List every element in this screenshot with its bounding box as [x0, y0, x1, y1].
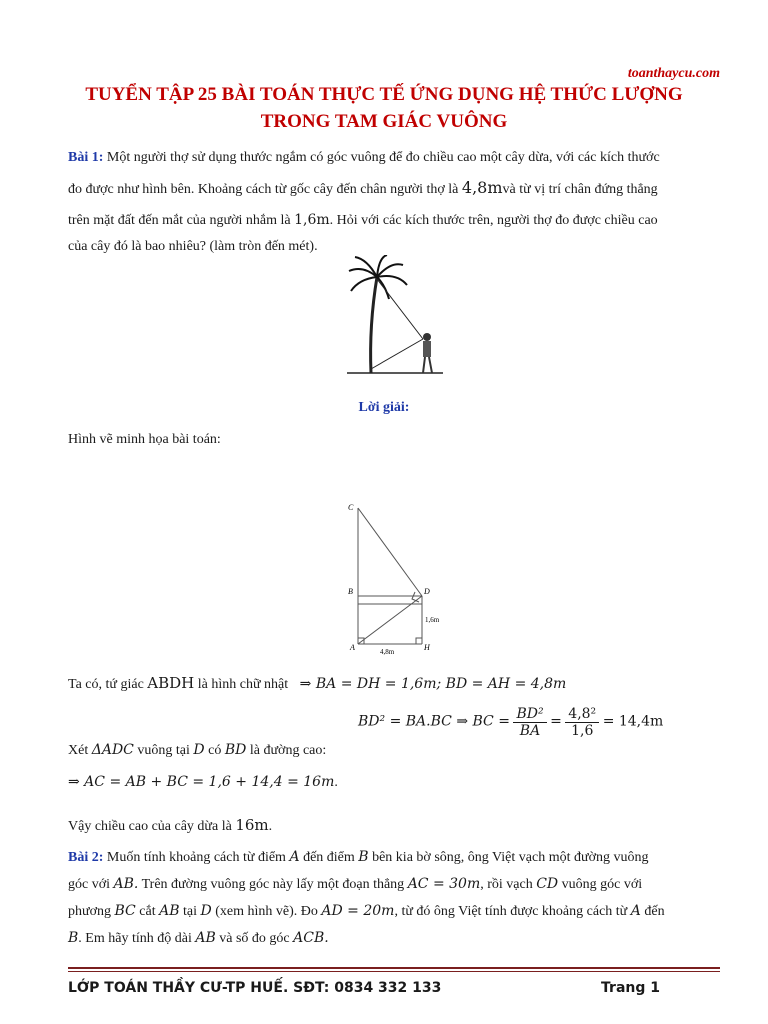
bai2-l1a: Muốn tính khoảng cách từ điểm: [106, 850, 286, 865]
step2-triangle: ΔADC: [91, 742, 134, 758]
step2-segment-bd: BD: [224, 742, 247, 758]
bai2-l2d: vuông góc với: [561, 877, 643, 892]
bai2-l3e: , từ đó ông Việt tính được khoảng cách từ: [394, 904, 628, 919]
bai2-l3f: đến: [644, 904, 665, 919]
conclusion-end: .: [268, 819, 273, 834]
document-title-line1: TUYỂN TẬP 25 BÀI TOÁN THỰC TẾ ỨNG DỤNG HỆ THỨC LƯỢNG: [85, 84, 683, 105]
label-dh-length: 1,6m: [425, 616, 440, 624]
fraction-num-1: BD²: [513, 706, 546, 723]
footer-contact: LỚP TOÁN THẦY CƯ-TP HUẾ. SĐT: 0834 332 133: [68, 980, 442, 996]
step1-text-a: Ta có, tứ giác: [68, 677, 144, 692]
conclusion-value: 16m: [235, 816, 269, 834]
bai1-line3a: trên mặt đất đến mắt của người nhắm là: [68, 213, 291, 228]
bai2-point-a: A: [289, 849, 300, 865]
conclusion-text: Vậy chiều cao của cây dừa là: [68, 819, 232, 834]
step3-math: ⇒ AC = AB + BC = 1,6 + 14,4 = 16m: [68, 774, 335, 790]
step2-text-c: vuông tại: [137, 743, 190, 758]
step2-point-d: D: [193, 742, 205, 758]
step1-math: ⇒ BA = DH = 1,6m; BD = AH = 4,8m: [299, 676, 567, 692]
bai1-line3b: . Hỏi với các kích thước trên, người thợ đo được chiều cao: [329, 213, 658, 228]
step1-text-c: là hình chữ nhật: [197, 677, 289, 692]
bai1-height: 1,6m: [294, 212, 330, 228]
bai1-paragraph: [68, 143, 718, 258]
bai2-segment-ab-2: AB: [159, 903, 180, 919]
step2-text-e: có: [208, 743, 222, 758]
bai1-line2a: đo được như hình bên. Khoảng cách từ gốc cây đến chân người thợ là: [68, 182, 459, 197]
bai2-segment-ab: AB.: [113, 876, 139, 892]
palm-tree-illustration: [345, 255, 445, 377]
bai2-l2c: , rồi vạch: [480, 877, 533, 892]
solution-step3: [68, 767, 718, 798]
label-ah-length: 4,8m: [380, 648, 395, 656]
footer-divider: [68, 967, 720, 969]
bai2-segment-cd: CD: [536, 876, 559, 892]
bai2-l3d: (xem hình vẽ). Đo: [215, 904, 318, 919]
step2-equals: =: [550, 713, 562, 730]
step2-text-a: Xét: [68, 743, 89, 758]
bai1-line2b: và từ vị trí chân đứng thẳng: [502, 182, 658, 197]
bai2-l3c: tại: [183, 904, 197, 919]
bai1-line4: của cây đó là bao nhiêu? (làm tròn đến mét).: [68, 239, 318, 254]
bai2-segment-ab-3: AB: [195, 930, 216, 946]
bai2-l3b: cắt: [139, 904, 156, 919]
solution-heading: Lời giải:: [358, 400, 410, 415]
page-number: Trang 1: [601, 980, 660, 996]
bai2-ac-value: AC = 30m: [407, 876, 481, 892]
label-h: H: [424, 643, 430, 652]
step2-text-g: là đường cao:: [249, 743, 327, 758]
geometry-figure: [340, 496, 450, 656]
fraction-num-2: 4,8²: [565, 706, 599, 723]
bai2-l1b: đến điểm: [303, 850, 355, 865]
solution-step2: [68, 735, 718, 766]
label-d: D: [424, 587, 430, 596]
bai2-l4b: . Em hãy tính độ dài: [78, 931, 192, 946]
bai1-label: Bài 1:: [68, 150, 104, 165]
bai2-l2a: góc với: [68, 877, 111, 892]
bai2-paragraph: [68, 844, 718, 952]
bai2-point-b: B: [358, 849, 369, 865]
bai2-point-d: D: [200, 903, 212, 919]
bai2-segment-bc: BC: [114, 903, 136, 919]
bai2-l1c: bên kia bờ sông, ông Việt vạch một đường vuông: [372, 850, 649, 865]
footer-divider-thin: [68, 971, 720, 972]
document-title-line2: TRONG TAM GIÁC VUÔNG: [260, 111, 508, 132]
step2-formula-a: BD² = BA.BC ⇒ BC =: [358, 713, 510, 730]
step3-end: .: [334, 775, 338, 790]
step2-result: = 14,4m: [602, 713, 664, 730]
fraction-den-1: BA: [519, 723, 541, 739]
bai1-distance: 4,8m: [461, 178, 503, 197]
bai1-line1: Một người thợ sử dụng thước ngắm có góc vuông để đo chiều cao một cây dừa, với các kích thước: [106, 150, 660, 165]
label-c: C: [348, 503, 354, 512]
site-name: toanthaycu.com: [627, 66, 720, 81]
bai2-point-b-2: B: [68, 930, 79, 946]
label-b: B: [348, 587, 353, 596]
bai2-angle-acb: ACB.: [293, 930, 329, 946]
bai2-l2b: Trên đường vuông góc này lấy một đoạn thẳng: [141, 877, 405, 892]
solution-conclusion: [68, 810, 718, 842]
bai2-l4c: và số đo góc: [219, 931, 290, 946]
bai2-label: Bài 2:: [68, 850, 104, 865]
step1-quad: ABDH: [147, 674, 195, 692]
fraction-den-2: 1,6: [571, 723, 594, 739]
label-a: A: [350, 643, 355, 652]
solution-step1: [68, 668, 718, 700]
solution-intro: Hình vẽ minh họa bài toán:: [68, 432, 221, 447]
bai2-ad-value: AD = 20m: [321, 903, 395, 919]
bai2-l3a: phương: [68, 904, 111, 919]
bai2-point-a-2: A: [630, 903, 641, 919]
